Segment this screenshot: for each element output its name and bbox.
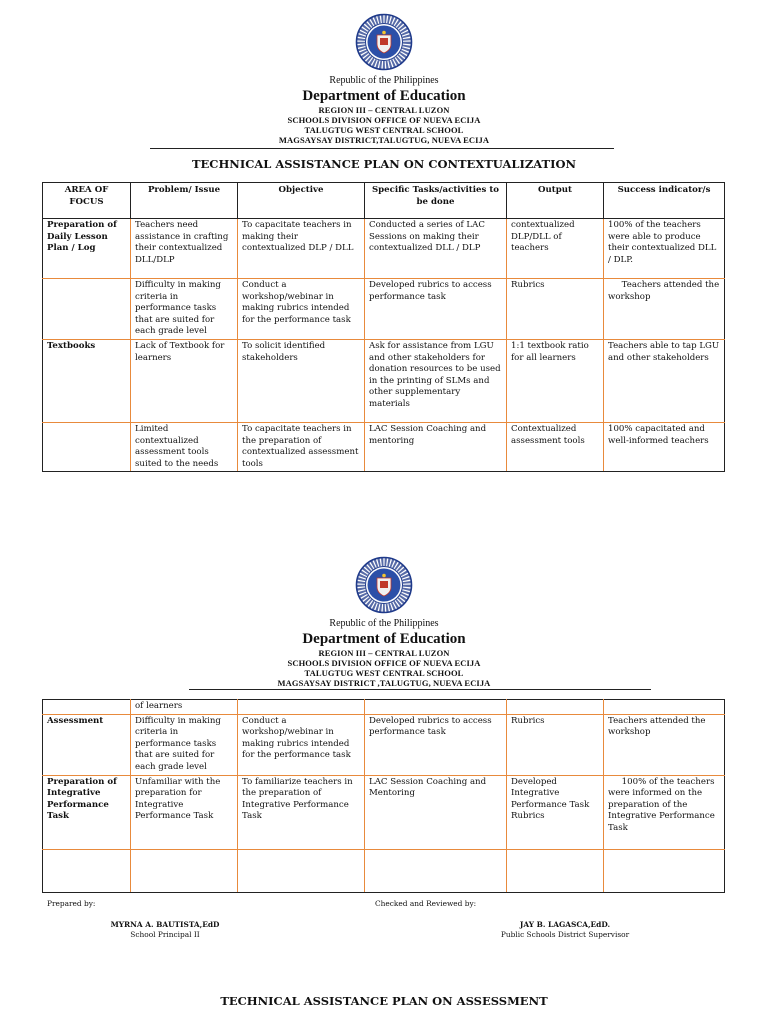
table-cell: Rubrics xyxy=(507,714,604,775)
table-cell xyxy=(507,700,604,715)
table-cell: Conducted a series of LAC Sessions on making their contextualized DLL / DLP xyxy=(365,219,507,279)
table-cell: Conduct a workshop/webinar in making rubrics intended for the performance task xyxy=(238,279,365,340)
table-cell: Developed rubrics to access performance task xyxy=(365,279,507,340)
checked-by-block xyxy=(375,899,476,909)
district-text: MAGSAYSAY DISTRICT,TALUGTUG, NUEVA ECIJA xyxy=(278,135,490,145)
region-text: REGION III – CENTRAL LUZON xyxy=(318,648,450,658)
table-cell: Lack of Textbook for learners xyxy=(131,339,238,422)
table-cell: Teachers attended the workshop xyxy=(604,279,725,340)
table-cell: To solicit identified stakeholders xyxy=(238,339,365,422)
table-cell: Teachers able to tap LGU and other stakeholders xyxy=(604,339,725,422)
table-row xyxy=(43,339,725,422)
column-header: Objective xyxy=(238,183,365,219)
page-header-1 xyxy=(0,13,768,145)
republic-text: Republic of the Philippines xyxy=(329,75,439,86)
table-cell: contextualized DLP/DLL of teachers xyxy=(507,219,604,279)
table-cell: Ask for assistance from LGU and other stakeholders for donation resources to be used in the printing of SLMs and other supplementary materials xyxy=(365,339,507,422)
table-cell: LAC Session Coaching and mentoring xyxy=(365,422,507,471)
plan-title-assessment: TECHNICAL ASSISTANCE PLAN ON ASSESSMENT xyxy=(220,994,548,1008)
page-header-2 xyxy=(0,556,768,688)
prepared-by-name: MYRNA A. BAUTISTA,EdD xyxy=(110,920,220,929)
table-cell: LAC Session Coaching and Mentoring xyxy=(365,775,507,849)
table-row xyxy=(43,849,725,892)
table-row xyxy=(43,422,725,471)
prepared-by-label: Prepared by: xyxy=(47,899,96,908)
table-row xyxy=(43,219,725,279)
header-divider-1 xyxy=(150,148,614,149)
table-cell xyxy=(507,849,604,892)
table-cell: To familiarize teachers in the preparation of Integrative Performance Task xyxy=(238,775,365,849)
table-row xyxy=(43,279,725,340)
department-title: Department of Education xyxy=(302,88,466,104)
table-cell: 1:1 textbook ratio for all learners xyxy=(507,339,604,422)
table-cell: To capacitate teachers in making their contextualized DLP / DLL xyxy=(238,219,365,279)
table-cell: 100% of the teachers were informed on the preparation of the Integrative Performance Task xyxy=(604,775,725,849)
table-cell xyxy=(365,700,507,715)
republic-text: Republic of the Philippines xyxy=(329,618,439,629)
area-of-focus-cell xyxy=(43,849,131,892)
table-header-row xyxy=(43,183,725,219)
table-cell xyxy=(365,849,507,892)
table-row xyxy=(43,700,725,715)
region-text: REGION III – CENTRAL LUZON xyxy=(318,105,450,115)
division-text: SCHOOLS DIVISION OFFICE OF NUEVA ECIJA xyxy=(287,115,481,125)
area-of-focus-cell: Preparation of Integrative Performance Task xyxy=(43,775,131,849)
school-text: TALUGTUG WEST CENTRAL SCHOOL xyxy=(304,668,464,678)
area-of-focus-cell xyxy=(43,279,131,340)
checked-by-signatory xyxy=(470,920,660,940)
department-title: Department of Education xyxy=(302,631,466,647)
deped-seal-icon xyxy=(355,556,413,614)
table-row xyxy=(43,775,725,849)
plan-title-contextualization: TECHNICAL ASSISTANCE PLAN ON CONTEXTUALIZATION xyxy=(191,157,577,171)
area-of-focus-cell xyxy=(43,422,131,471)
table-cell: Difficulty in making criteria in performance tasks that are suited for each grade level xyxy=(131,279,238,340)
area-of-focus-cell: Textbooks xyxy=(43,339,131,422)
table-cell: Teachers attended the workshop xyxy=(604,714,725,775)
table-cell: Difficulty in making criteria in performance tasks that are suited for each grade level xyxy=(131,714,238,775)
prepared-by-block xyxy=(47,899,95,909)
table-cell: Developed Integrative Performance Task Rubrics xyxy=(507,775,604,849)
technical-assistance-table-2 xyxy=(42,699,725,893)
column-header: AREA OF FOCUS xyxy=(43,183,131,219)
technical-assistance-table-1 xyxy=(42,182,725,472)
table-cell xyxy=(604,849,725,892)
table-cell: 100% capacitated and well-informed teachers xyxy=(604,422,725,471)
table-cell: Teachers need assistance in crafting their contextualized DLL/DLP xyxy=(131,219,238,279)
prepared-by-signatory xyxy=(80,920,250,940)
area-of-focus-cell: Preparation of Daily Lesson Plan / Log xyxy=(43,219,131,279)
school-text: TALUGTUG WEST CENTRAL SCHOOL xyxy=(304,125,464,135)
header-divider-2 xyxy=(189,689,651,690)
district-text: MAGSAYSAY DISTRICT ,TALUGTUG, NUEVA ECIJA xyxy=(277,678,491,688)
prepared-by-title: School Principal II xyxy=(130,930,200,939)
checked-by-title: Public Schools District Supervisor xyxy=(500,930,630,939)
checked-by-name: JAY B. LAGASCA,EdD. xyxy=(519,920,611,929)
column-header: Output xyxy=(507,183,604,219)
column-header: Specific Tasks/activities to be done xyxy=(365,183,507,219)
table-cell xyxy=(131,849,238,892)
division-text: SCHOOLS DIVISION OFFICE OF NUEVA ECIJA xyxy=(287,658,481,668)
table-cell: To capacitate teachers in the preparation of contextualized assessment tools xyxy=(238,422,365,471)
table-cell: of learners xyxy=(131,700,238,715)
column-header: Success indicator/s xyxy=(604,183,725,219)
checked-by-label: Checked and Reviewed by: xyxy=(375,899,477,908)
column-header: Problem/ Issue xyxy=(131,183,238,219)
table-cell xyxy=(238,849,365,892)
table-cell: Rubrics xyxy=(507,279,604,340)
table-cell: Unfamiliar with the preparation for Integrative Performance Task xyxy=(131,775,238,849)
deped-seal-icon xyxy=(355,13,413,71)
area-of-focus-cell: Assessment xyxy=(43,714,131,775)
table-cell: Limited contextualized assessment tools suited to the needs xyxy=(131,422,238,471)
table-cell: Developed rubrics to access performance task xyxy=(365,714,507,775)
table-cell xyxy=(238,700,365,715)
table-cell xyxy=(604,700,725,715)
table-cell: Conduct a workshop/webinar in making rubrics intended for the performance task xyxy=(238,714,365,775)
table-cell: Contextualized assessment tools xyxy=(507,422,604,471)
area-of-focus-cell xyxy=(43,700,131,715)
table-cell: 100% of the teachers were able to produce their contextualized DLL / DLP. xyxy=(604,219,725,279)
table-row xyxy=(43,714,725,775)
